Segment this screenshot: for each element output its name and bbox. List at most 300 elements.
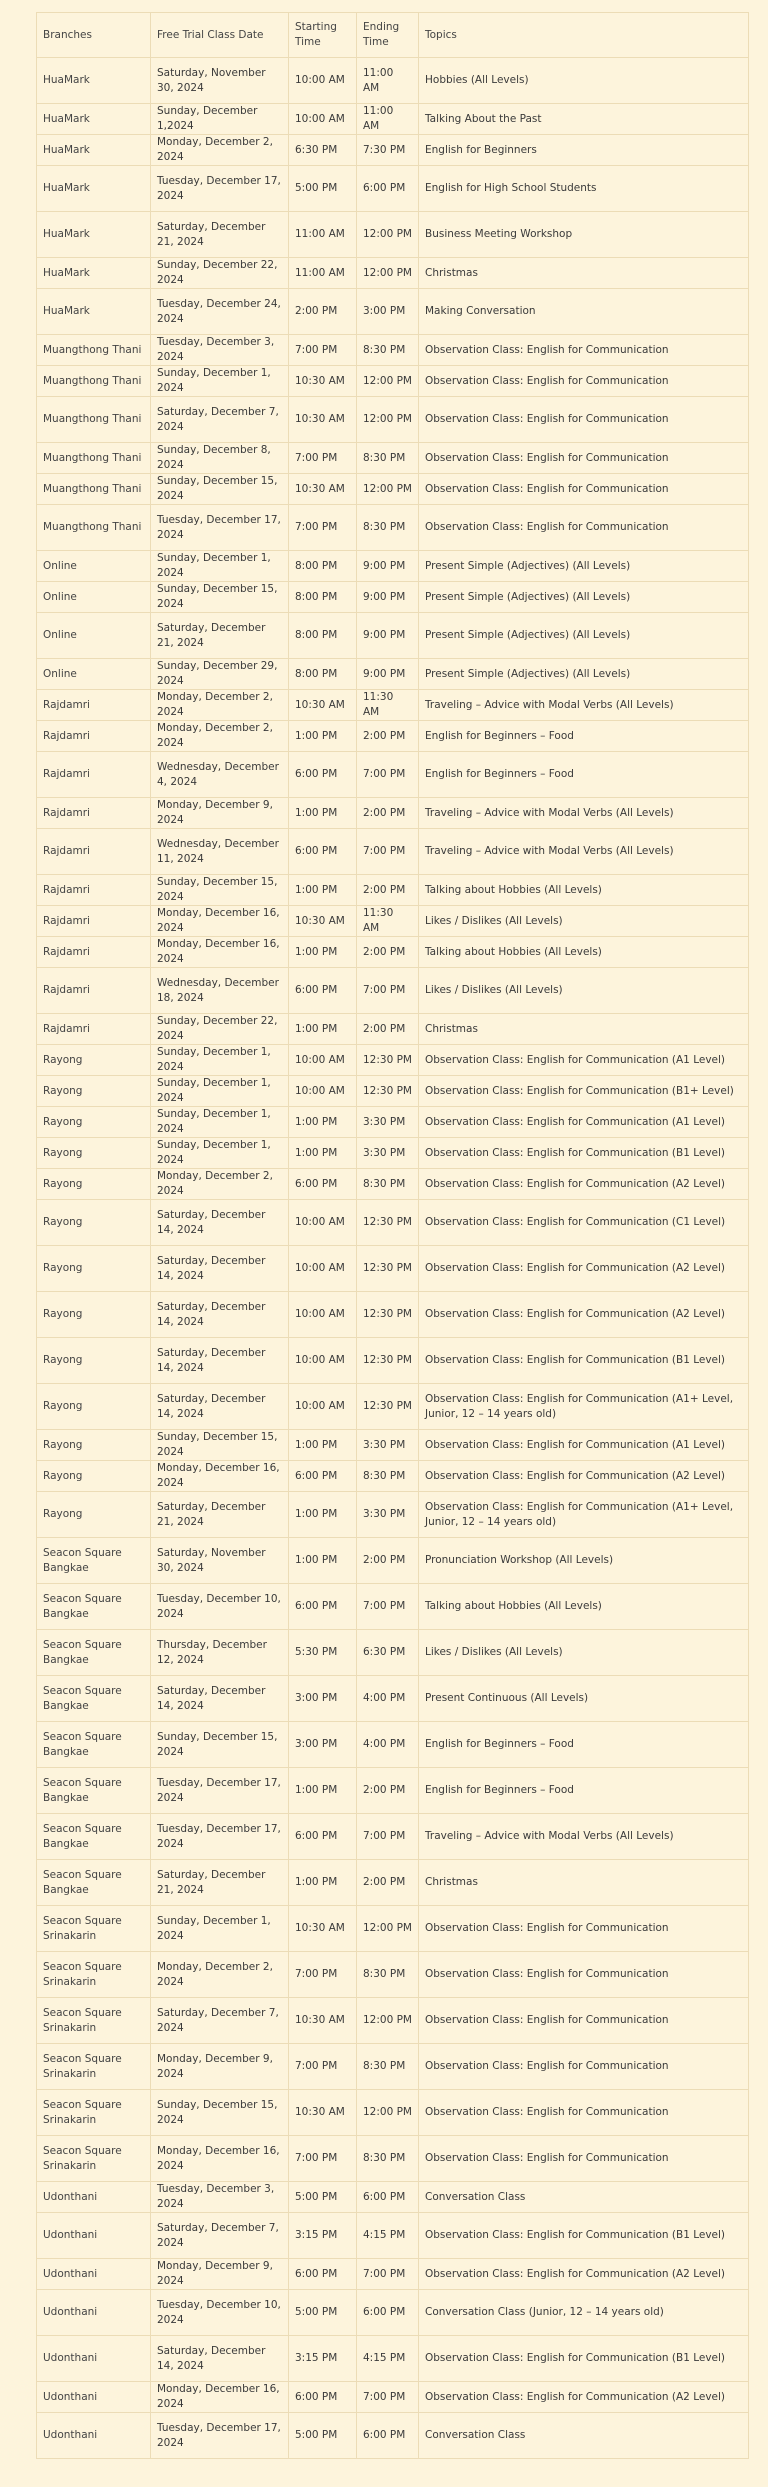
cell-date: Monday, December 16, 2024 <box>151 1461 289 1492</box>
cell-topic: Present Simple (Adjectives) (All Levels) <box>419 659 749 690</box>
cell-date: Sunday, December 1, 2024 <box>151 551 289 582</box>
cell-start: 10:00 AM <box>289 1292 357 1338</box>
cell-end: 2:00 PM <box>357 1768 419 1814</box>
cell-branch: Seacon Square Bangkae <box>37 1860 151 1906</box>
cell-topic: Likes / Dislikes (All Levels) <box>419 1630 749 1676</box>
cell-end: 2:00 PM <box>357 721 419 752</box>
cell-date: Monday, December 2, 2024 <box>151 135 289 166</box>
cell-start: 8:00 PM <box>289 551 357 582</box>
cell-start: 8:00 PM <box>289 659 357 690</box>
cell-start: 1:00 PM <box>289 721 357 752</box>
cell-topic: Observation Class: English for Communication (B1 Level) <box>419 2336 749 2382</box>
cell-topic: Pronunciation Workshop (All Levels) <box>419 1538 749 1584</box>
cell-end: 6:00 PM <box>357 2413 419 2459</box>
cell-date: Sunday, December 15, 2024 <box>151 474 289 505</box>
table-row <box>37 2182 749 2213</box>
cell-date: Monday, December 16, 2024 <box>151 2382 289 2413</box>
cell-branch: Seacon Square Srinakarin <box>37 2090 151 2136</box>
cell-start: 11:00 AM <box>289 212 357 258</box>
header-date: Free Trial Class Date <box>151 13 289 58</box>
cell-branch: Rayong <box>37 1246 151 1292</box>
cell-branch: Muangthong Thani <box>37 443 151 474</box>
cell-end: 4:00 PM <box>357 1676 419 1722</box>
cell-branch: Muangthong Thani <box>37 366 151 397</box>
cell-start: 10:30 AM <box>289 906 357 937</box>
cell-date: Sunday, December 15, 2024 <box>151 875 289 906</box>
cell-start: 6:30 PM <box>289 135 357 166</box>
cell-topic: Observation Class: English for Communication <box>419 1952 749 1998</box>
cell-date: Monday, December 16, 2024 <box>151 906 289 937</box>
table-row <box>37 1906 749 1952</box>
cell-date: Sunday, December 15, 2024 <box>151 1722 289 1768</box>
table-row <box>37 212 749 258</box>
table-row <box>37 875 749 906</box>
header-topics: Topics <box>419 13 749 58</box>
cell-start: 10:00 AM <box>289 1246 357 1292</box>
cell-branch: Online <box>37 582 151 613</box>
schedule-table <box>36 12 749 2459</box>
cell-end: 12:00 PM <box>357 1998 419 2044</box>
cell-start: 3:15 PM <box>289 2336 357 2382</box>
cell-start: 5:30 PM <box>289 1630 357 1676</box>
cell-end: 12:00 PM <box>357 212 419 258</box>
cell-start: 6:00 PM <box>289 1461 357 1492</box>
cell-end: 12:30 PM <box>357 1076 419 1107</box>
table-row <box>37 1338 749 1384</box>
cell-end: 8:30 PM <box>357 335 419 366</box>
cell-end: 3:00 PM <box>357 289 419 335</box>
cell-start: 10:30 AM <box>289 690 357 721</box>
cell-branch: Rayong <box>37 1461 151 1492</box>
cell-date: Saturday, December 21, 2024 <box>151 1492 289 1538</box>
table-header <box>37 13 749 58</box>
cell-date: Tuesday, December 3, 2024 <box>151 2182 289 2213</box>
cell-start: 5:00 PM <box>289 2290 357 2336</box>
cell-branch: Seacon Square Srinakarin <box>37 2044 151 2090</box>
cell-topic: Traveling – Advice with Modal Verbs (All Levels) <box>419 798 749 829</box>
cell-branch: HuaMark <box>37 289 151 335</box>
cell-topic: Observation Class: English for Communication (A2 Level) <box>419 1246 749 1292</box>
cell-topic: English for Beginners <box>419 135 749 166</box>
cell-branch: Seacon Square Bangkae <box>37 1630 151 1676</box>
cell-topic: Observation Class: English for Communication (B1 Level) <box>419 2213 749 2259</box>
cell-topic: Making Conversation <box>419 289 749 335</box>
cell-start: 1:00 PM <box>289 1538 357 1584</box>
cell-topic: Observation Class: English for Communication (B1 Level) <box>419 1338 749 1384</box>
table-row <box>37 613 749 659</box>
cell-start: 7:00 PM <box>289 1952 357 1998</box>
header-branches: Branches <box>37 13 151 58</box>
cell-branch: Rajdamri <box>37 690 151 721</box>
cell-end: 11:30 AM <box>357 906 419 937</box>
cell-start: 6:00 PM <box>289 2259 357 2290</box>
cell-branch: Rajdamri <box>37 875 151 906</box>
cell-topic: Observation Class: English for Communication (A2 Level) <box>419 2259 749 2290</box>
cell-end: 8:30 PM <box>357 1461 419 1492</box>
table-row <box>37 505 749 551</box>
cell-end: 6:30 PM <box>357 1630 419 1676</box>
cell-start: 10:30 AM <box>289 397 357 443</box>
cell-end: 11:30 AM <box>357 690 419 721</box>
table-row <box>37 1014 749 1045</box>
cell-date: Wednesday, December 4, 2024 <box>151 752 289 798</box>
cell-date: Monday, December 9, 2024 <box>151 798 289 829</box>
cell-topic: English for Beginners – Food <box>419 721 749 752</box>
cell-branch: Seacon Square Srinakarin <box>37 1952 151 1998</box>
cell-date: Tuesday, December 17, 2024 <box>151 505 289 551</box>
cell-branch: Rayong <box>37 1076 151 1107</box>
cell-start: 8:00 PM <box>289 582 357 613</box>
cell-end: 7:00 PM <box>357 2259 419 2290</box>
cell-branch: Rayong <box>37 1384 151 1430</box>
cell-start: 10:00 AM <box>289 1076 357 1107</box>
cell-topic: Observation Class: English for Communication (A1 Level) <box>419 1430 749 1461</box>
cell-date: Monday, December 2, 2024 <box>151 721 289 752</box>
cell-topic: Present Simple (Adjectives) (All Levels) <box>419 582 749 613</box>
cell-topic: Observation Class: English for Communication <box>419 1998 749 2044</box>
table-row <box>37 2336 749 2382</box>
cell-topic: Observation Class: English for Communication <box>419 2136 749 2182</box>
cell-branch: Seacon Square Srinakarin <box>37 2136 151 2182</box>
cell-start: 6:00 PM <box>289 2382 357 2413</box>
cell-date: Saturday, December 21, 2024 <box>151 212 289 258</box>
cell-topic: Conversation Class (Junior, 12 – 14 years old) <box>419 2290 749 2336</box>
table-row <box>37 1584 749 1630</box>
cell-start: 1:00 PM <box>289 1107 357 1138</box>
cell-start: 3:15 PM <box>289 2213 357 2259</box>
cell-topic: Conversation Class <box>419 2413 749 2459</box>
cell-date: Tuesday, December 10, 2024 <box>151 1584 289 1630</box>
cell-end: 8:30 PM <box>357 2136 419 2182</box>
table-row <box>37 2290 749 2336</box>
cell-date: Tuesday, December 17, 2024 <box>151 2413 289 2459</box>
cell-end: 9:00 PM <box>357 582 419 613</box>
cell-branch: Udonthani <box>37 2290 151 2336</box>
header-row <box>37 13 749 58</box>
cell-topic: Observation Class: English for Communication (A1 Level) <box>419 1045 749 1076</box>
cell-end: 12:00 PM <box>357 474 419 505</box>
table-row <box>37 289 749 335</box>
cell-topic: Present Continuous (All Levels) <box>419 1676 749 1722</box>
cell-branch: Rayong <box>37 1492 151 1538</box>
table-row <box>37 721 749 752</box>
cell-topic: Talking about Hobbies (All Levels) <box>419 937 749 968</box>
cell-branch: Rajdamri <box>37 752 151 798</box>
cell-date: Monday, December 2, 2024 <box>151 1952 289 1998</box>
cell-end: 6:00 PM <box>357 2290 419 2336</box>
cell-end: 12:00 PM <box>357 397 419 443</box>
cell-topic: English for Beginners – Food <box>419 1768 749 1814</box>
cell-topic: Traveling – Advice with Modal Verbs (All Levels) <box>419 829 749 875</box>
cell-topic: Hobbies (All Levels) <box>419 58 749 104</box>
table-row <box>37 551 749 582</box>
table-row <box>37 906 749 937</box>
cell-end: 12:00 PM <box>357 366 419 397</box>
table-row <box>37 58 749 104</box>
cell-date: Sunday, December 1, 2024 <box>151 366 289 397</box>
cell-date: Saturday, November 30, 2024 <box>151 1538 289 1584</box>
cell-start: 7:00 PM <box>289 335 357 366</box>
cell-branch: Udonthani <box>37 2213 151 2259</box>
cell-branch: Udonthani <box>37 2336 151 2382</box>
table-row <box>37 798 749 829</box>
cell-branch: Rajdamri <box>37 798 151 829</box>
table-row <box>37 1200 749 1246</box>
cell-end: 2:00 PM <box>357 798 419 829</box>
cell-date: Sunday, December 15, 2024 <box>151 2090 289 2136</box>
cell-start: 10:30 AM <box>289 474 357 505</box>
cell-date: Monday, December 16, 2024 <box>151 2136 289 2182</box>
table-row <box>37 2090 749 2136</box>
cell-branch: HuaMark <box>37 212 151 258</box>
cell-date: Thursday, December 12, 2024 <box>151 1630 289 1676</box>
cell-branch: Seacon Square Bangkae <box>37 1676 151 1722</box>
cell-end: 8:30 PM <box>357 1952 419 1998</box>
cell-topic: Observation Class: English for Communication (B1+ Level) <box>419 1076 749 1107</box>
cell-branch: HuaMark <box>37 166 151 212</box>
cell-branch: Seacon Square Bangkae <box>37 1538 151 1584</box>
cell-branch: HuaMark <box>37 258 151 289</box>
cell-topic: Observation Class: English for Communication (A2 Level) <box>419 1461 749 1492</box>
cell-date: Saturday, November 30, 2024 <box>151 58 289 104</box>
cell-topic: Observation Class: English for Communication <box>419 366 749 397</box>
cell-date: Sunday, December 1, 2024 <box>151 1138 289 1169</box>
cell-branch: Rajdamri <box>37 906 151 937</box>
cell-end: 2:00 PM <box>357 937 419 968</box>
cell-topic: Observation Class: English for Communication (A1+ Level, Junior, 12 – 14 years old) <box>419 1384 749 1430</box>
cell-branch: Seacon Square Srinakarin <box>37 1906 151 1952</box>
table-row <box>37 2136 749 2182</box>
cell-topic: Observation Class: English for Communication <box>419 1906 749 1952</box>
table-row <box>37 1676 749 1722</box>
table-row <box>37 1384 749 1430</box>
cell-topic: Observation Class: English for Communication <box>419 443 749 474</box>
cell-date: Saturday, December 21, 2024 <box>151 1860 289 1906</box>
cell-date: Sunday, December 22, 2024 <box>151 1014 289 1045</box>
cell-branch: Rajdamri <box>37 1014 151 1045</box>
cell-branch: Udonthani <box>37 2259 151 2290</box>
cell-topic: Christmas <box>419 258 749 289</box>
table-row <box>37 443 749 474</box>
cell-start: 3:00 PM <box>289 1722 357 1768</box>
cell-branch: Seacon Square Bangkae <box>37 1768 151 1814</box>
cell-start: 10:30 AM <box>289 366 357 397</box>
table-row <box>37 690 749 721</box>
cell-branch: Muangthong Thani <box>37 474 151 505</box>
cell-date: Monday, December 9, 2024 <box>151 2044 289 2090</box>
cell-start: 10:00 AM <box>289 1200 357 1246</box>
cell-date: Sunday, December 8, 2024 <box>151 443 289 474</box>
table-row <box>37 1461 749 1492</box>
table-row <box>37 166 749 212</box>
cell-start: 1:00 PM <box>289 1768 357 1814</box>
cell-end: 11:00 AM <box>357 104 419 135</box>
table-row <box>37 1814 749 1860</box>
cell-topic: Present Simple (Adjectives) (All Levels) <box>419 551 749 582</box>
cell-start: 6:00 PM <box>289 752 357 798</box>
table-row <box>37 135 749 166</box>
table-row <box>37 1292 749 1338</box>
cell-end: 7:00 PM <box>357 829 419 875</box>
cell-end: 3:30 PM <box>357 1430 419 1461</box>
header-start: Starting Time <box>289 13 357 58</box>
cell-date: Sunday, December 1, 2024 <box>151 1906 289 1952</box>
table-row <box>37 937 749 968</box>
cell-branch: Muangthong Thani <box>37 335 151 366</box>
cell-topic: English for High School Students <box>419 166 749 212</box>
cell-end: 12:30 PM <box>357 1045 419 1076</box>
cell-topic: Observation Class: English for Communication (C1 Level) <box>419 1200 749 1246</box>
cell-start: 1:00 PM <box>289 1138 357 1169</box>
cell-branch: HuaMark <box>37 104 151 135</box>
cell-date: Saturday, December 14, 2024 <box>151 1676 289 1722</box>
cell-end: 7:00 PM <box>357 2382 419 2413</box>
cell-date: Saturday, December 7, 2024 <box>151 397 289 443</box>
cell-date: Wednesday, December 11, 2024 <box>151 829 289 875</box>
cell-end: 11:00 AM <box>357 58 419 104</box>
cell-start: 5:00 PM <box>289 2182 357 2213</box>
cell-end: 9:00 PM <box>357 551 419 582</box>
cell-start: 6:00 PM <box>289 1169 357 1200</box>
cell-date: Wednesday, December 18, 2024 <box>151 968 289 1014</box>
cell-date: Sunday, December 1, 2024 <box>151 1045 289 1076</box>
cell-start: 10:30 AM <box>289 2090 357 2136</box>
table-row <box>37 2413 749 2459</box>
table-row <box>37 2044 749 2090</box>
cell-topic: Present Simple (Adjectives) (All Levels) <box>419 613 749 659</box>
table-row <box>37 1860 749 1906</box>
cell-start: 7:00 PM <box>289 443 357 474</box>
table-row <box>37 1107 749 1138</box>
cell-start: 1:00 PM <box>289 875 357 906</box>
cell-start: 6:00 PM <box>289 968 357 1014</box>
cell-date: Sunday, December 1,2024 <box>151 104 289 135</box>
cell-end: 7:00 PM <box>357 1814 419 1860</box>
cell-start: 3:00 PM <box>289 1676 357 1722</box>
cell-date: Tuesday, December 17, 2024 <box>151 1814 289 1860</box>
cell-end: 3:30 PM <box>357 1107 419 1138</box>
cell-date: Tuesday, December 24, 2024 <box>151 289 289 335</box>
cell-start: 1:00 PM <box>289 1430 357 1461</box>
cell-end: 4:00 PM <box>357 1722 419 1768</box>
cell-branch: Rayong <box>37 1107 151 1138</box>
cell-date: Saturday, December 14, 2024 <box>151 1384 289 1430</box>
cell-end: 12:30 PM <box>357 1338 419 1384</box>
cell-end: 4:15 PM <box>357 2213 419 2259</box>
cell-end: 9:00 PM <box>357 659 419 690</box>
cell-branch: Muangthong Thani <box>37 397 151 443</box>
cell-end: 9:00 PM <box>357 613 419 659</box>
cell-topic: Observation Class: English for Communication <box>419 2044 749 2090</box>
cell-start: 6:00 PM <box>289 1814 357 1860</box>
cell-date: Saturday, December 14, 2024 <box>151 1338 289 1384</box>
cell-topic: Observation Class: English for Communication (A1 Level) <box>419 1107 749 1138</box>
cell-end: 7:00 PM <box>357 1584 419 1630</box>
table-row <box>37 829 749 875</box>
table-row <box>37 1630 749 1676</box>
cell-end: 6:00 PM <box>357 2182 419 2213</box>
cell-end: 4:15 PM <box>357 2336 419 2382</box>
cell-topic: Likes / Dislikes (All Levels) <box>419 906 749 937</box>
table-body <box>37 58 749 2459</box>
cell-end: 2:00 PM <box>357 1860 419 1906</box>
cell-topic: Talking About the Past <box>419 104 749 135</box>
table-row <box>37 474 749 505</box>
cell-end: 12:30 PM <box>357 1200 419 1246</box>
cell-start: 10:00 AM <box>289 58 357 104</box>
cell-topic: Talking about Hobbies (All Levels) <box>419 875 749 906</box>
cell-date: Monday, December 2, 2024 <box>151 690 289 721</box>
table-row <box>37 366 749 397</box>
cell-date: Saturday, December 14, 2024 <box>151 1200 289 1246</box>
cell-date: Saturday, December 7, 2024 <box>151 2213 289 2259</box>
table-row <box>37 582 749 613</box>
table-row <box>37 104 749 135</box>
cell-start: 1:00 PM <box>289 937 357 968</box>
cell-branch: Seacon Square Bangkae <box>37 1722 151 1768</box>
cell-topic: Christmas <box>419 1014 749 1045</box>
cell-start: 5:00 PM <box>289 166 357 212</box>
table-row <box>37 335 749 366</box>
table-row <box>37 2382 749 2413</box>
table-row <box>37 2213 749 2259</box>
cell-topic: Observation Class: English for Communication <box>419 397 749 443</box>
table-row <box>37 1952 749 1998</box>
cell-end: 7:00 PM <box>357 752 419 798</box>
cell-branch: Rayong <box>37 1338 151 1384</box>
cell-start: 8:00 PM <box>289 613 357 659</box>
cell-branch: Udonthani <box>37 2182 151 2213</box>
cell-date: Sunday, December 15, 2024 <box>151 582 289 613</box>
cell-branch: Rajdamri <box>37 937 151 968</box>
cell-date: Tuesday, December 10, 2024 <box>151 2290 289 2336</box>
cell-topic: Observation Class: English for Communication (A2 Level) <box>419 1292 749 1338</box>
cell-end: 7:00 PM <box>357 968 419 1014</box>
cell-topic: English for Beginners – Food <box>419 1722 749 1768</box>
cell-date: Tuesday, December 3, 2024 <box>151 335 289 366</box>
cell-date: Sunday, December 15, 2024 <box>151 1430 289 1461</box>
cell-start: 6:00 PM <box>289 1584 357 1630</box>
cell-end: 12:30 PM <box>357 1292 419 1338</box>
cell-start: 1:00 PM <box>289 1860 357 1906</box>
cell-start: 7:00 PM <box>289 2044 357 2090</box>
cell-topic: Conversation Class <box>419 2182 749 2213</box>
cell-topic: Observation Class: English for Communication (B1 Level) <box>419 1138 749 1169</box>
cell-branch: HuaMark <box>37 135 151 166</box>
cell-end: 8:30 PM <box>357 505 419 551</box>
cell-topic: Observation Class: English for Communication (A2 Level) <box>419 2382 749 2413</box>
cell-branch: Rayong <box>37 1169 151 1200</box>
cell-topic: Observation Class: English for Communication (A2 Level) <box>419 1169 749 1200</box>
cell-start: 10:00 AM <box>289 104 357 135</box>
table-row <box>37 1045 749 1076</box>
table-row <box>37 1768 749 1814</box>
cell-end: 2:00 PM <box>357 875 419 906</box>
cell-branch: Rayong <box>37 1292 151 1338</box>
cell-topic: Observation Class: English for Communication <box>419 474 749 505</box>
cell-start: 1:00 PM <box>289 1492 357 1538</box>
cell-end: 12:00 PM <box>357 1906 419 1952</box>
cell-end: 12:00 PM <box>357 258 419 289</box>
cell-branch: Rayong <box>37 1430 151 1461</box>
cell-end: 6:00 PM <box>357 166 419 212</box>
table-row <box>37 1998 749 2044</box>
table-row <box>37 258 749 289</box>
table-row <box>37 397 749 443</box>
cell-end: 2:00 PM <box>357 1538 419 1584</box>
cell-branch: Rajdamri <box>37 968 151 1014</box>
cell-branch: Online <box>37 551 151 582</box>
